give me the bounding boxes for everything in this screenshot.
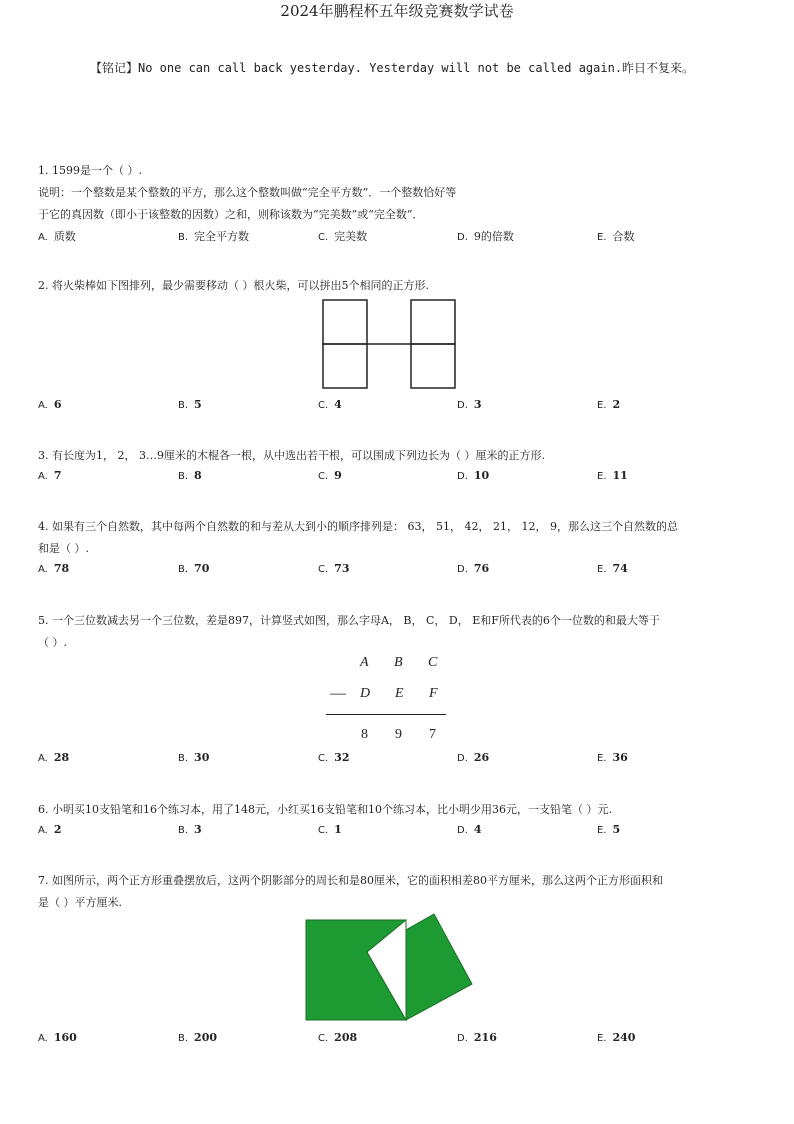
option-a[interactable] xyxy=(38,751,69,764)
option-letter: D. xyxy=(457,753,468,764)
option-b[interactable] xyxy=(178,562,209,575)
option-d[interactable] xyxy=(457,751,489,764)
page-title: 2024年鹏程杯五年级竞赛数学试卷 xyxy=(280,2,514,20)
option-value: 完美数 xyxy=(334,230,368,243)
option-letter: E. xyxy=(597,1033,607,1044)
option-c[interactable] xyxy=(318,398,342,411)
motto-line: 【铭记】No one can call back yesterday. Yesterday will not be called again.昨日不复来。 xyxy=(90,61,695,75)
option-e[interactable] xyxy=(597,1031,635,1044)
question-2-line-1: 2. 将火柴棒如下图排列，最少需要移动（ ）根火柴，可以拼出5个相同的正方形. xyxy=(38,279,429,292)
option-value: 9 xyxy=(334,469,342,482)
option-value: 4 xyxy=(473,823,482,836)
option-letter: D. xyxy=(457,400,468,411)
question-4-line-2: 和是（ ）. xyxy=(38,542,89,555)
option-value: 36 xyxy=(612,751,628,764)
option-letter: A. xyxy=(38,471,48,482)
option-b[interactable] xyxy=(178,823,202,836)
option-value: 合数 xyxy=(612,230,635,243)
question-7-line-1: 7. 如图所示，两个正方形重叠摆放后，这两个阴影部分的周长和是80厘米，它的面积相差80平方厘米，那么这两个正方形面积和 xyxy=(38,874,663,887)
calc-digit: A xyxy=(360,655,369,670)
option-value: 6 xyxy=(53,398,62,411)
option-e[interactable] xyxy=(597,228,635,244)
option-e[interactable] xyxy=(597,469,628,482)
question-4-line-1: 4. 如果有三个自然数，其中每两个自然数的和与差从大到小的顺序排列是： 63， 51， 42， 21， 12， 9，那么这三个自然数的总 xyxy=(38,520,678,533)
option-e[interactable] xyxy=(597,823,620,836)
question-5-line-1: 5. 一个三位数减去另一个三位数，差是897，计算竖式如图，那么字母A， B， C， D， E和F所代表的6个一位数的和最大等于 xyxy=(38,614,660,627)
option-letter: B. xyxy=(178,471,189,482)
option-value: 8 xyxy=(194,469,202,482)
option-a[interactable] xyxy=(38,469,62,482)
option-letter: D. xyxy=(457,825,468,836)
option-letter: B. xyxy=(178,232,189,243)
calc-digit: 8 xyxy=(361,727,368,742)
option-letter: C. xyxy=(318,400,329,411)
option-letter: B. xyxy=(178,1033,189,1044)
option-e[interactable] xyxy=(597,562,628,575)
option-b[interactable] xyxy=(178,1031,217,1044)
option-value: 2 xyxy=(53,823,62,836)
option-a[interactable] xyxy=(38,823,62,836)
option-letter: B. xyxy=(178,400,189,411)
option-letter: A. xyxy=(38,825,48,836)
option-value: 200 xyxy=(194,1031,218,1044)
calc-digit: 7 xyxy=(429,727,436,742)
calc-digit: B xyxy=(394,655,403,670)
option-value: 5 xyxy=(194,398,202,411)
option-letter: A. xyxy=(38,400,48,411)
option-value: 3 xyxy=(473,398,482,411)
option-value: 70 xyxy=(194,562,210,575)
option-letter: E. xyxy=(597,564,607,575)
option-b[interactable] xyxy=(178,469,202,482)
matchstick-figure xyxy=(318,296,460,392)
option-value: 240 xyxy=(612,1031,636,1044)
option-e[interactable] xyxy=(597,751,628,764)
option-value: 78 xyxy=(53,562,70,575)
option-letter: E. xyxy=(597,825,607,836)
option-value: 2 xyxy=(612,398,621,411)
minus-sign: — xyxy=(330,685,346,702)
option-value: 9的倍数 xyxy=(473,230,514,243)
calc-digit: 9 xyxy=(395,727,402,742)
question-5-line-2: （ ）. xyxy=(38,636,67,649)
option-letter: C. xyxy=(318,1033,329,1044)
option-letter: A. xyxy=(38,753,48,764)
option-d[interactable] xyxy=(457,823,482,836)
matchstick-square xyxy=(323,344,367,388)
option-letter: B. xyxy=(178,753,189,764)
option-c[interactable] xyxy=(318,228,367,244)
option-value: 4 xyxy=(334,398,342,411)
option-letter: D. xyxy=(457,564,468,575)
option-a[interactable] xyxy=(38,1031,77,1044)
calc-rule xyxy=(326,714,446,715)
option-d[interactable] xyxy=(457,398,482,411)
option-value: 完全平方数 xyxy=(194,230,250,243)
question-1-line-1: 1. 1599是一个（ ）. xyxy=(38,164,142,177)
option-value: 30 xyxy=(194,751,210,764)
option-letter: E. xyxy=(597,400,607,411)
option-value: 160 xyxy=(53,1031,77,1044)
option-letter: C. xyxy=(318,753,329,764)
question-3-line-1: 3. 有长度为1， 2， 3…9厘米的木棍各一根，从中选出若干根，可以围成下列边长为（ ）厘米的正方形. xyxy=(38,449,545,462)
option-value: 73 xyxy=(334,562,350,575)
option-letter: D. xyxy=(457,471,468,482)
option-a[interactable] xyxy=(38,562,69,575)
option-d[interactable] xyxy=(457,469,489,482)
option-value: 11 xyxy=(612,469,628,482)
option-letter: B. xyxy=(178,825,189,836)
option-d[interactable] xyxy=(457,562,489,575)
option-letter: D. xyxy=(457,232,468,243)
option-value: 7 xyxy=(53,469,62,482)
option-letter: E. xyxy=(597,753,607,764)
option-c[interactable] xyxy=(318,469,342,482)
option-a[interactable] xyxy=(38,228,76,244)
option-letter: A. xyxy=(38,232,48,243)
option-value: 5 xyxy=(612,823,621,836)
option-a[interactable] xyxy=(38,398,62,411)
option-value: 26 xyxy=(473,751,490,764)
option-letter: C. xyxy=(318,825,329,836)
option-c[interactable] xyxy=(318,751,349,764)
option-value: 76 xyxy=(473,562,490,575)
option-value: 32 xyxy=(334,751,350,764)
option-value: 28 xyxy=(53,751,70,764)
option-letter: B. xyxy=(178,564,189,575)
option-letter: C. xyxy=(318,232,329,243)
calc-digit: F xyxy=(429,686,438,701)
option-value: 1 xyxy=(334,823,342,836)
calc-digit: D xyxy=(360,686,371,701)
option-letter: A. xyxy=(38,564,48,575)
option-d[interactable] xyxy=(457,1031,497,1044)
matchstick-square xyxy=(323,300,367,344)
question-7-line-2: 是（ ）平方厘米. xyxy=(38,896,122,909)
option-letter: C. xyxy=(318,471,329,482)
calc-digit: C xyxy=(428,655,438,670)
option-letter: D. xyxy=(457,1033,468,1044)
overlapping-squares-figure xyxy=(300,912,480,1024)
question-6-line-1: 6. 小明买10支铅笔和16个练习本，用了148元，小红买16支铅笔和10个练习本，比小明少用36元，一支铅笔（ ）元. xyxy=(38,803,612,816)
question-1-line-2: 说明：一个整数是某个整数的平方，那么这个整数叫做“完全平方数”．一个整数恰好等 xyxy=(38,186,457,199)
option-e[interactable] xyxy=(597,398,620,411)
option-b[interactable] xyxy=(178,751,209,764)
option-letter: E. xyxy=(597,232,607,243)
option-letter: E. xyxy=(597,471,607,482)
option-b[interactable] xyxy=(178,228,249,244)
option-value: 3 xyxy=(194,823,202,836)
option-value: 74 xyxy=(612,562,628,575)
option-c[interactable] xyxy=(318,562,349,575)
option-letter: C. xyxy=(318,564,329,575)
option-value: 10 xyxy=(473,469,490,482)
option-d[interactable] xyxy=(457,228,514,244)
option-value: 质数 xyxy=(53,230,76,243)
option-c[interactable] xyxy=(318,823,342,836)
matchstick-square xyxy=(411,344,455,388)
option-value: 216 xyxy=(473,1031,497,1044)
option-b[interactable] xyxy=(178,398,202,411)
question-1-line-3: 于它的真因数（即小于该整数的因数）之和，则称该数为“完美数”或“完全数”． xyxy=(38,208,424,221)
calc-digit: E xyxy=(395,686,404,701)
option-value: 208 xyxy=(334,1031,358,1044)
matchstick-square xyxy=(411,300,455,344)
option-letter: A. xyxy=(38,1033,48,1044)
option-c[interactable] xyxy=(318,1031,357,1044)
